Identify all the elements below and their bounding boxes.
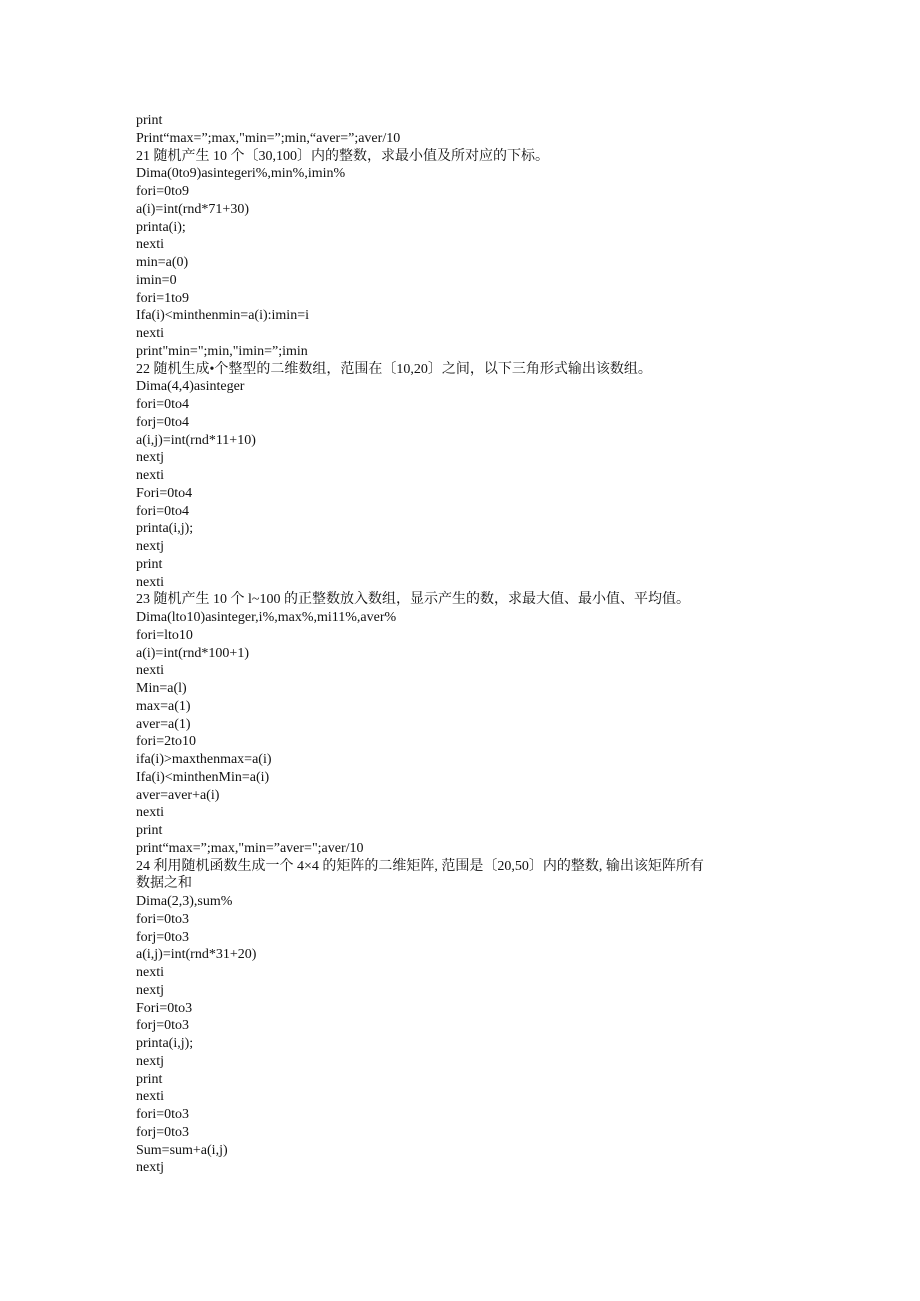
text-line: Print“max=”;max,"min=”;min,“aver=”;aver/10 (136, 130, 401, 146)
text-line: printa(i); (136, 219, 186, 235)
text-line: print (136, 1071, 163, 1087)
text-line: fori=0to3 (136, 1107, 189, 1122)
text-line: fori=2to10 (136, 734, 196, 750)
text-line: Sum=sum+a(i,j) (136, 1142, 228, 1158)
question-heading: 21 随机产生 10 个〔30,100〕内的整数，求最小值及所对应的下标。 (136, 148, 549, 164)
text-line: Ifa(i)<minthenMin=a(i) (136, 769, 270, 785)
text-line: ifa(i)>maxthenmax=a(i) (136, 752, 272, 767)
text-line: print (136, 556, 163, 572)
text-line: min=a(0) (136, 255, 189, 270)
text-line: Fori=0to3 (136, 1000, 193, 1016)
text-line: nextj (136, 982, 164, 998)
question-heading: 24 利用随机函数生成一个 4×4 的矩阵的二维矩阵, 范围是〔20,50〕内的整数, 输出该矩阵所有 (136, 858, 704, 874)
text-line: fori=0to4 (136, 503, 189, 519)
text-line: Dima(4,4)asinteger (136, 379, 245, 395)
text-line: forj=0to3 (136, 1018, 189, 1034)
text-line: aver=aver+a(i) (136, 787, 220, 803)
text-line: fori=0to9 (136, 184, 189, 199)
text-line: fori=1to9 (136, 290, 189, 306)
document-body (136, 112, 816, 1177)
text-line: aver=a(1) (136, 716, 191, 732)
text-line: Dima(0to9)asintegeri%,min%,imin% (136, 166, 346, 182)
text-line: Ifa(i)<minthenmin=a(i):imin=i (136, 308, 309, 324)
text-line: forj=0to3 (136, 1124, 189, 1140)
text-line: fori=0to4 (136, 397, 189, 412)
text-line: fori=0to3 (136, 911, 189, 927)
text-line: printa(i,j); (136, 1036, 194, 1051)
text-line: forj=0to4 (136, 414, 189, 430)
text-line: nexti (136, 965, 164, 980)
text-line: print (136, 823, 163, 838)
text-line: Min=a(l) (136, 681, 187, 696)
text-line: nexti (136, 326, 164, 341)
text-line: Dima(lto10)asinteger,i%,max%,mi11%,aver% (136, 610, 397, 625)
text-line: imin=0 (136, 272, 177, 288)
text-line: a(i)=int(rnd*71+30) (136, 201, 249, 217)
text-line: fori=lto10 (136, 627, 193, 643)
text-line: nextj (136, 450, 164, 466)
text-line: print (136, 113, 163, 128)
text-line: Dima(2,3),sum% (136, 894, 233, 909)
text-line: forj=0to3 (136, 929, 189, 945)
text-line: a(i)=int(rnd*100+1) (136, 645, 249, 661)
text-line: nexti (136, 1089, 164, 1105)
text-line: a(i,j)=int(rnd*11+10) (136, 432, 256, 448)
text-line: print"min=";min,"imin=”;imin (136, 343, 308, 359)
question-heading-continued: 数据之和 (136, 876, 192, 892)
text-line: nextj (136, 1160, 164, 1176)
text-line: nextj (136, 539, 164, 554)
question-heading: 23 随机产生 10 个 l~100 的正整数放入数组，显示产生的数，求最大值、最小值、平均值。 (136, 592, 690, 608)
text-line: nexti (136, 468, 164, 483)
text-line: max=a(1) (136, 698, 191, 714)
question-heading: 22 随机生成•个整型的二维数组，范围在〔10,20〕之间，以下三角形式输出该数组。 (136, 361, 652, 377)
text-line: print“max=”;max,"min=”aver=";aver/10 (136, 840, 364, 856)
text-line: nexti (136, 805, 164, 821)
text-line: Fori=0to4 (136, 485, 193, 501)
text-line: nexti (136, 663, 164, 679)
text-line: a(i,j)=int(rnd*31+20) (136, 947, 257, 963)
text-line: nexti (136, 237, 164, 253)
text-line: printa(i,j); (136, 521, 194, 537)
text-line: nexti (136, 574, 164, 590)
text-line: nextj (136, 1053, 164, 1069)
